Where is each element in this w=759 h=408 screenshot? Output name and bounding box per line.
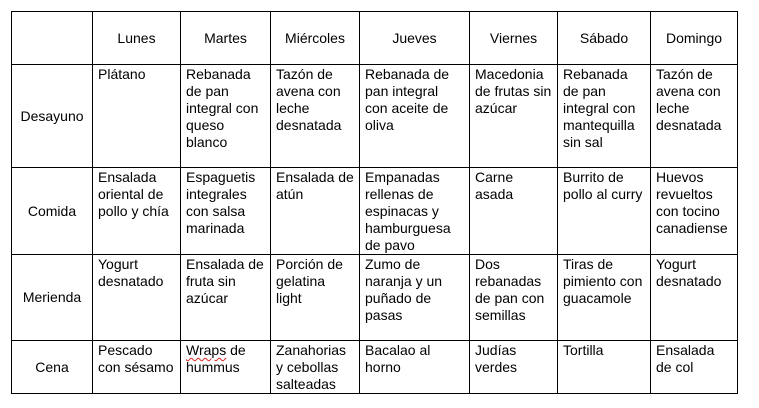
table-cell <box>93 255 181 341</box>
day-header-martes: Martes <box>181 12 271 65</box>
table-cell <box>360 65 470 168</box>
table-cell <box>271 255 360 341</box>
cell-text: Zanahorias y cebollas salteadas <box>276 342 347 392</box>
cell-text: Tazón de avena con leche desnatada <box>656 66 722 133</box>
cell-text: Ensalada de atún <box>276 169 354 202</box>
table-cell <box>181 65 271 168</box>
cell-text: Bacalao al horno <box>365 342 431 375</box>
table-cell <box>651 65 738 168</box>
cell-text: Rebanada de pan integral con queso blanco <box>186 66 259 150</box>
table-cell <box>271 168 360 255</box>
table-cell <box>558 168 651 255</box>
table-cell <box>271 65 360 168</box>
table-cell <box>93 65 181 168</box>
table-row-desayuno <box>12 65 738 168</box>
corner-cell <box>12 12 93 65</box>
cell-text: Tortilla <box>563 342 604 358</box>
table-row-comida <box>12 168 738 255</box>
cell-text: Ensalada de fruta sin azúcar <box>186 256 264 306</box>
table-cell <box>558 65 651 168</box>
cell-text: Rebanada de pan integral con mantequilla sin sal <box>563 66 636 150</box>
cell-text: Yogurt desnatado <box>656 256 722 289</box>
meal-label-cena: Cena <box>12 341 93 394</box>
day-header-sabado: Sábado <box>558 12 651 65</box>
day-header-miercoles: Miércoles <box>271 12 360 65</box>
day-header-lunes: Lunes <box>93 12 181 65</box>
cell-text: Yogurt desnatado <box>98 256 164 289</box>
cell-text: Burrito de pollo al curry <box>563 169 643 202</box>
table-row-cena <box>12 341 738 394</box>
cell-text: Dos rebanadas de pan con semillas <box>475 256 545 323</box>
cell-text: Tazón de avena con leche desnatada <box>276 66 342 133</box>
table-cell <box>181 255 271 341</box>
table-cell <box>558 341 651 394</box>
table-cell <box>360 255 470 341</box>
table-cell <box>470 255 558 341</box>
cell-text: Plátano <box>98 66 146 82</box>
cell-text: Espaguetis integrales con salsa marinada <box>186 169 256 236</box>
table-cell <box>558 255 651 341</box>
cell-text: Zumo de naranja y un puñado de pasas <box>365 256 443 323</box>
header-row <box>12 12 738 65</box>
table-cell <box>470 65 558 168</box>
table-cell <box>360 168 470 255</box>
table-cell <box>93 341 181 394</box>
cell-text: Ensalada oriental de pollo y chía <box>98 169 169 219</box>
day-header-jueves: Jueves <box>360 12 470 65</box>
cell-text: Empanadas rellenas de espinacas y hamburguesa de pavo <box>365 169 451 253</box>
table-cell <box>181 341 271 394</box>
table-cell <box>651 341 738 394</box>
table-cell <box>651 255 738 341</box>
cell-text: Ensalada de col <box>656 342 715 375</box>
table-cell <box>360 341 470 394</box>
table-cell <box>651 168 738 255</box>
table-cell <box>93 168 181 255</box>
cell-text: Pescado con sésamo <box>98 342 174 375</box>
meal-label-comida: Comida <box>12 168 93 255</box>
cell-text: Judías verdes <box>475 342 518 375</box>
cell-text: Rebanada de pan integral con aceite de oliva <box>365 66 450 133</box>
table-cell <box>470 341 558 394</box>
day-header-viernes: Viernes <box>470 12 558 65</box>
meal-label-merienda: Merienda <box>12 255 93 341</box>
table-row-merienda <box>12 255 738 341</box>
meal-plan-table <box>11 11 738 394</box>
table-cell <box>470 168 558 255</box>
cell-text: Carne asada <box>475 169 514 202</box>
meal-label-desayuno: Desayuno <box>12 65 93 168</box>
table-cell <box>181 168 271 255</box>
day-header-domingo: Domingo <box>651 12 738 65</box>
spellcheck-word: Wraps <box>186 342 227 358</box>
cell-text-spellcheck-flagged: Wraps de hummus <box>186 342 246 375</box>
cell-text: Porción de gelatina light <box>276 256 343 306</box>
cell-text: Macedonia de frutas sin azúcar <box>475 66 552 116</box>
cell-text: Tiras de pimiento con guacamole <box>563 256 643 306</box>
table-cell <box>271 341 360 394</box>
cell-text: Huevos revueltos con tocino canadiense <box>656 169 728 236</box>
